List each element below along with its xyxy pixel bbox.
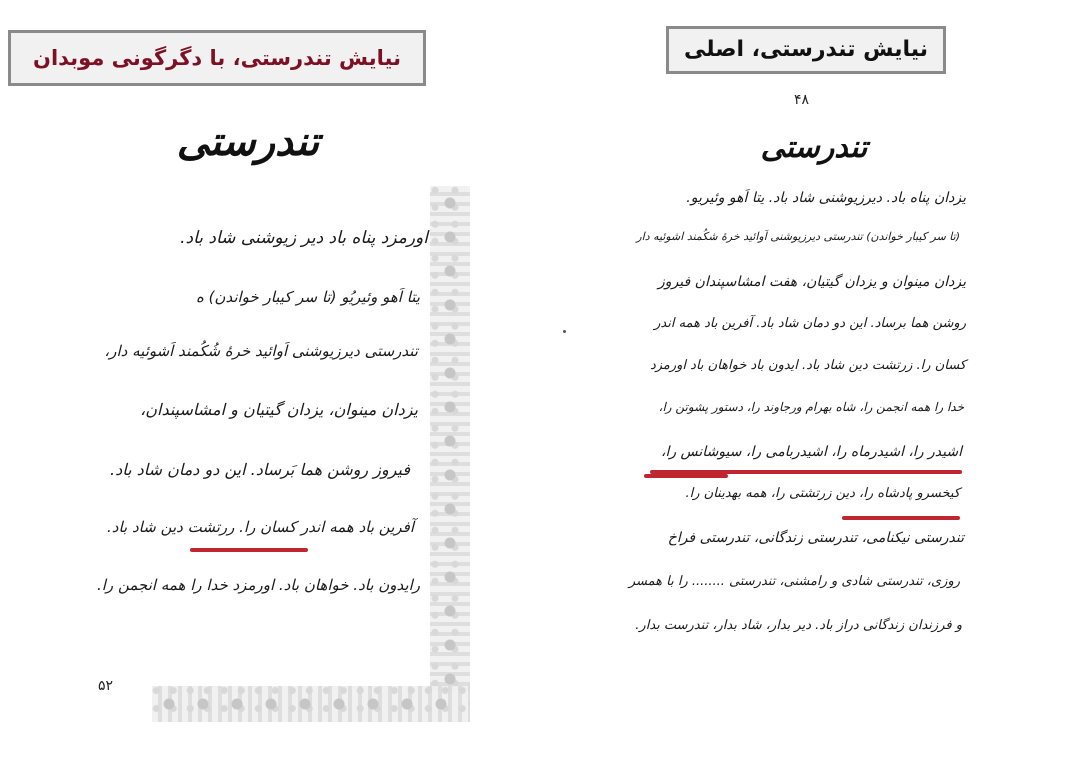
right-line-4: روشن هما برساد. این دو دمان شاد باد. آفرین باد همه اندر — [654, 316, 966, 331]
left-line-1: اورمزد پناه باد دیر زیوشنی شاد باد. — [180, 228, 428, 248]
left-underline-zarathusht — [190, 548, 308, 552]
right-line-9: تندرستی نیکنامی، تندرستی زندگانی، تندرستی فراخ — [667, 530, 964, 546]
right-page-number: ۴۸ — [794, 92, 810, 108]
left-line-3: تندرستی دیرزیوشنی اَوائید خرهٔ شُکُمند اَشوئیه دار، — [104, 342, 418, 360]
stray-dot — [563, 330, 566, 333]
right-line-10: روزی، تندرستی شادی و رامشنی، تندرستی ........ را با همسر — [628, 574, 960, 589]
right-line-2: (تا سر کیبار خواندن) تندرستی دیرزیوشنی اَوائید خرهٔ شکُمند اشوئیه دار — [636, 230, 960, 243]
right-title-label: نیایش تندرستی، اصلی — [666, 26, 946, 74]
right-line-5: کسان را. زرتشت دین شاد باد. ایدون باد خواهان باد اورمزد — [649, 358, 966, 373]
left-line-7: رایدون باد. خواهان باد. اورمزد خدا را همه انجمن را. — [97, 576, 420, 594]
right-page-heading: تندرستی — [760, 130, 868, 165]
right-line-7: اشیدر را، اشیدرماه را، اشیدربامی را، سیوشانس را، — [660, 444, 962, 460]
ornamental-border-horizontal — [152, 686, 470, 722]
ornamental-border-vertical — [430, 186, 470, 691]
left-line-4: یزدان مینوان، یزدان گیتیان و امشاسپندان، — [140, 400, 418, 419]
right-line-1: یزدان پناه باد. دیرزیوشنی شاد باد. یتا اَهو وئیریو. — [686, 190, 966, 206]
right-line-6: خدا را همه انجمن را، شاه بهرام ورجاوند را، دستور پشوتن را، — [658, 400, 964, 414]
right-line-3: یزدان مینوان و یزدان گیتیان، هفت امشاسپندان فیروز — [658, 274, 966, 290]
left-line-2: یتا اَهو وئیریُو (تا سر کیبار خواندن) ه — [195, 288, 420, 306]
right-underline-2 — [644, 474, 728, 478]
right-underline-3 — [842, 516, 960, 520]
left-page-heading: تندرستی — [176, 118, 320, 165]
right-line-8: کیخسرو پادشاه را، دین زرتشتی را، همه بهدینان را. — [685, 486, 960, 501]
left-page-number: ۵۲ — [98, 678, 114, 694]
left-line-6: آفرین باد همه اندر کسان را. ررتشت دین شاد باد. — [107, 518, 414, 536]
left-title-label: نیایش تندرستی، با دگرگونی موبدان — [8, 30, 426, 86]
right-line-11: و فرزندان زندگانی دراز باد. دیر بدار، شاد بدار، تندرست بدار. — [635, 618, 962, 633]
left-line-5: فیروز روشن هما بَرساد. این دو دمان شاد باد. — [109, 460, 410, 479]
